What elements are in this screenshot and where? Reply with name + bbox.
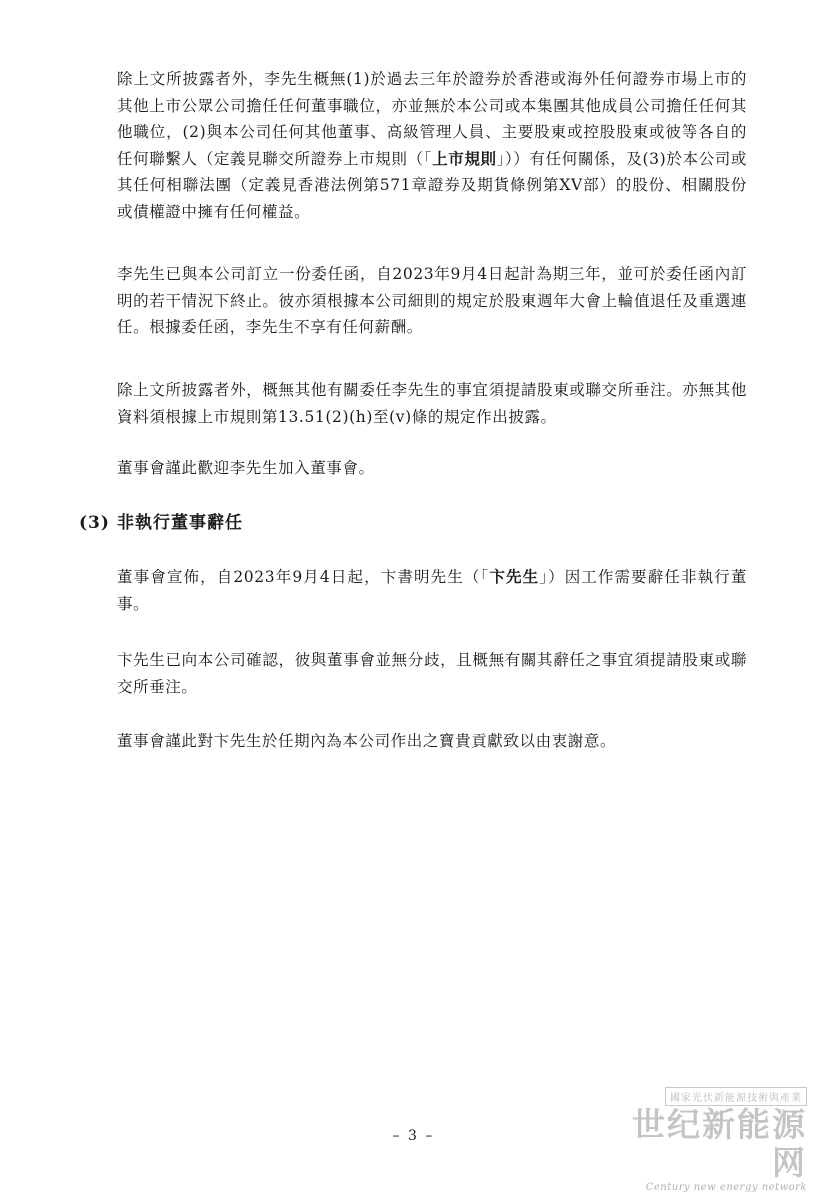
paragraph-no-disagreement: 卞先生已向本公司確認，彼與董事會並無分歧，且概無有關其辭任之事宜須提請股東或聯交所垂注。 (117, 651, 747, 696)
page-number: – 3 – (392, 1128, 435, 1144)
paragraph-no-other-matters: 除上文所披露者外，概無其他有關委任李先生的事宜須提請股東或聯交所垂注。亦無其他資料須根據上市規則第13.51(2)(h)至(v)條的規定作出披露。 (117, 381, 747, 426)
defined-term: 卞先生 (489, 567, 540, 586)
section-heading-resignation (79, 508, 243, 533)
paragraph-welcome: 董事會謹此歡迎李先生加入董事會。 (117, 459, 375, 477)
text-segment: 除上文所披露者外，李先生概無(1)於過去三年於證券於香港或海外任何證券市場上市的其他上市公眾公司擔任任何董事職位，亦並無於本公司或本集團其他成員公司擔任任何其他職位，(2)與本公司任何其他董事、高級管理人員、主要股東或控股股東或彼等各自的任何聯繫人（定義見聯交所證券上市規則（「 (117, 70, 747, 168)
text-segment: 」）因工作需要辭任非執行董事。 (117, 568, 747, 613)
text-segment: 董事會宣佈，自2023年9月4日起，卞書明先生（「 (117, 568, 490, 586)
watermark-logo (607, 1086, 807, 1193)
paragraph-gratitude: 董事會謹此對卞先生於任期內為本公司作出之寶貴貢獻致以由衷謝意。 (117, 732, 617, 750)
watermark-tag: 國家光伏新能源技術與產業 (665, 1087, 807, 1106)
section-number: (3) (79, 513, 110, 533)
paragraph-disclosure (117, 66, 747, 225)
defined-term: 上市規則 (432, 148, 497, 168)
watermark-main-text: 世纪新能源网 (632, 1105, 807, 1182)
watermark-sub-text: Century new energy network (645, 1182, 807, 1193)
paragraph-resignation-announcement (117, 564, 747, 617)
section-title: 非執行董事辭任 (117, 513, 243, 533)
text-segment: 」））有任何關係，及(3)於本公司或其任何相聯法團（定義見香港法例第571章證券及期貨條例第XV部）的股份、相關股份或債權證中擁有任何權益。 (117, 149, 747, 221)
paragraph-appointment-letter: 李先生已與本公司訂立一份委任函，自2023年9月4日起計為期三年，並可於委任函內訂明的若干情況下終止。彼亦須根據本公司細則的規定於股東週年大會上輪值退任及重選連任。根據委任函，李先生不享有任何薪酬。 (117, 265, 747, 336)
